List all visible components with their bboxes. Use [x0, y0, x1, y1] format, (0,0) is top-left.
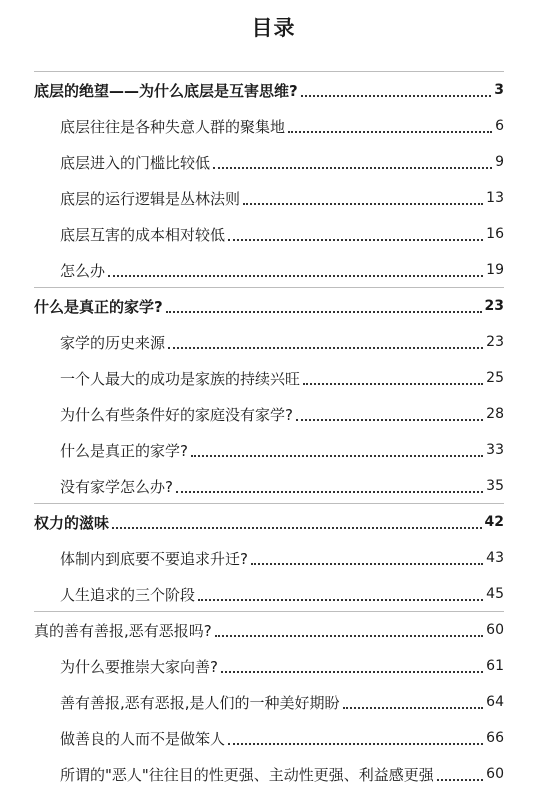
- toc-section-entry[interactable]: [60, 396, 504, 432]
- toc-section-entry[interactable]: [60, 144, 504, 180]
- toc-section-entry[interactable]: [60, 216, 504, 252]
- toc-page-number: 3: [494, 82, 504, 98]
- dot-leader: [166, 310, 482, 313]
- toc-section-entry[interactable]: [60, 468, 504, 504]
- toc-page-number: 6: [495, 118, 504, 134]
- toc-page-number: 66: [486, 730, 504, 746]
- toc-page-number: 61: [486, 658, 504, 674]
- dot-leader: [228, 742, 483, 745]
- dot-leader: [191, 454, 483, 457]
- toc-entry-title: 体制内到底要不要追求升迁?: [60, 549, 248, 568]
- toc-chapter-entry[interactable]: [34, 504, 504, 540]
- toc-section-entry[interactable]: [60, 180, 504, 216]
- toc-section-entry[interactable]: [60, 324, 504, 360]
- toc-section-entry[interactable]: [60, 576, 504, 612]
- toc-entry-title: 为什么要推崇大家向善?: [60, 657, 218, 676]
- toc-section-entry[interactable]: [60, 108, 504, 144]
- toc-chapter-entry[interactable]: [34, 612, 504, 648]
- toc-page-number: 35: [486, 478, 504, 494]
- toc-page-number: 16: [486, 226, 504, 242]
- dot-leader: [228, 238, 483, 241]
- dot-leader: [301, 94, 492, 97]
- toc-section-entry[interactable]: [60, 684, 504, 720]
- toc-entry-title: 底层的运行逻辑是丛林法则: [60, 189, 241, 208]
- toc-page-number: 23: [484, 298, 504, 314]
- toc-page-number: 42: [484, 514, 504, 530]
- dot-leader: [251, 562, 483, 565]
- toc-entry-title: 底层的绝望——为什么底层是互害思维?: [34, 81, 298, 100]
- dot-leader: [288, 130, 492, 133]
- toc-page-number: 43: [486, 550, 504, 566]
- toc-page-number: 9: [495, 154, 504, 170]
- toc-section-entry[interactable]: [60, 648, 504, 684]
- toc-page-number: 23: [486, 334, 504, 350]
- dot-leader: [437, 778, 483, 781]
- dot-leader: [213, 166, 492, 169]
- dot-leader: [243, 202, 483, 205]
- dot-leader: [198, 598, 483, 601]
- toc-entry-title: 什么是真正的家学?: [34, 297, 163, 316]
- toc-entry-title: 真的善有善报,恶有恶报吗?: [34, 621, 212, 640]
- dot-leader: [168, 346, 483, 349]
- toc-page-number: 25: [486, 370, 504, 386]
- toc-page-number: 45: [486, 586, 504, 602]
- toc-entry-title: 怎么办: [60, 261, 106, 280]
- toc-entry-title: 底层进入的门槛比较低: [60, 153, 211, 172]
- toc-entry-title: 权力的滋味: [34, 513, 110, 532]
- toc-entry-title: 什么是真正的家学?: [60, 441, 188, 460]
- toc-entry-title: 做善良的人而不是做笨人: [60, 729, 226, 748]
- dot-leader: [176, 490, 483, 493]
- toc-page-number: 19: [486, 262, 504, 278]
- toc-page-number: 60: [486, 766, 504, 782]
- toc-entry-title: 为什么有些条件好的家庭没有家学?: [60, 405, 293, 424]
- toc-page-number: 60: [486, 622, 504, 638]
- dot-leader: [221, 670, 483, 673]
- toc-entry-title: 善有善报,恶有恶报,是人们的一种美好期盼: [60, 693, 340, 712]
- toc-page-number: 33: [486, 442, 504, 458]
- toc-entry-title: 底层往往是各种失意人群的聚集地: [60, 117, 286, 136]
- toc-chapter-entry[interactable]: [34, 72, 504, 108]
- dot-leader: [296, 418, 483, 421]
- toc-entry-title: 人生追求的三个阶段: [60, 585, 196, 604]
- toc-section-entry[interactable]: [60, 252, 504, 288]
- dot-leader: [112, 526, 482, 529]
- toc-section-entry[interactable]: [60, 432, 504, 468]
- toc-section-entry[interactable]: [60, 756, 504, 792]
- toc-entry-title: 家学的历史来源: [60, 333, 166, 352]
- toc-section-entry[interactable]: [60, 540, 504, 576]
- dot-leader: [108, 274, 483, 277]
- toc-section-entry[interactable]: [60, 720, 504, 756]
- dot-leader: [303, 382, 483, 385]
- toc-entry-title: 所谓的"恶人"往往目的性更强、主动性更强、利益感更强: [60, 765, 434, 784]
- toc-section-entry[interactable]: [60, 360, 504, 396]
- dot-leader: [343, 706, 484, 709]
- dot-leader: [215, 634, 483, 637]
- toc-page-number: 28: [486, 406, 504, 422]
- toc-page-number: 13: [486, 190, 504, 206]
- toc-entry-title: 没有家学怎么办?: [60, 477, 173, 496]
- page-title: 目录: [251, 16, 296, 40]
- toc-entry-title: 底层互害的成本相对较低: [60, 225, 226, 244]
- toc-page-number: 64: [486, 694, 504, 710]
- toc-chapter-entry[interactable]: [34, 288, 504, 324]
- toc-entry-title: 一个人最大的成功是家族的持续兴旺: [60, 369, 301, 388]
